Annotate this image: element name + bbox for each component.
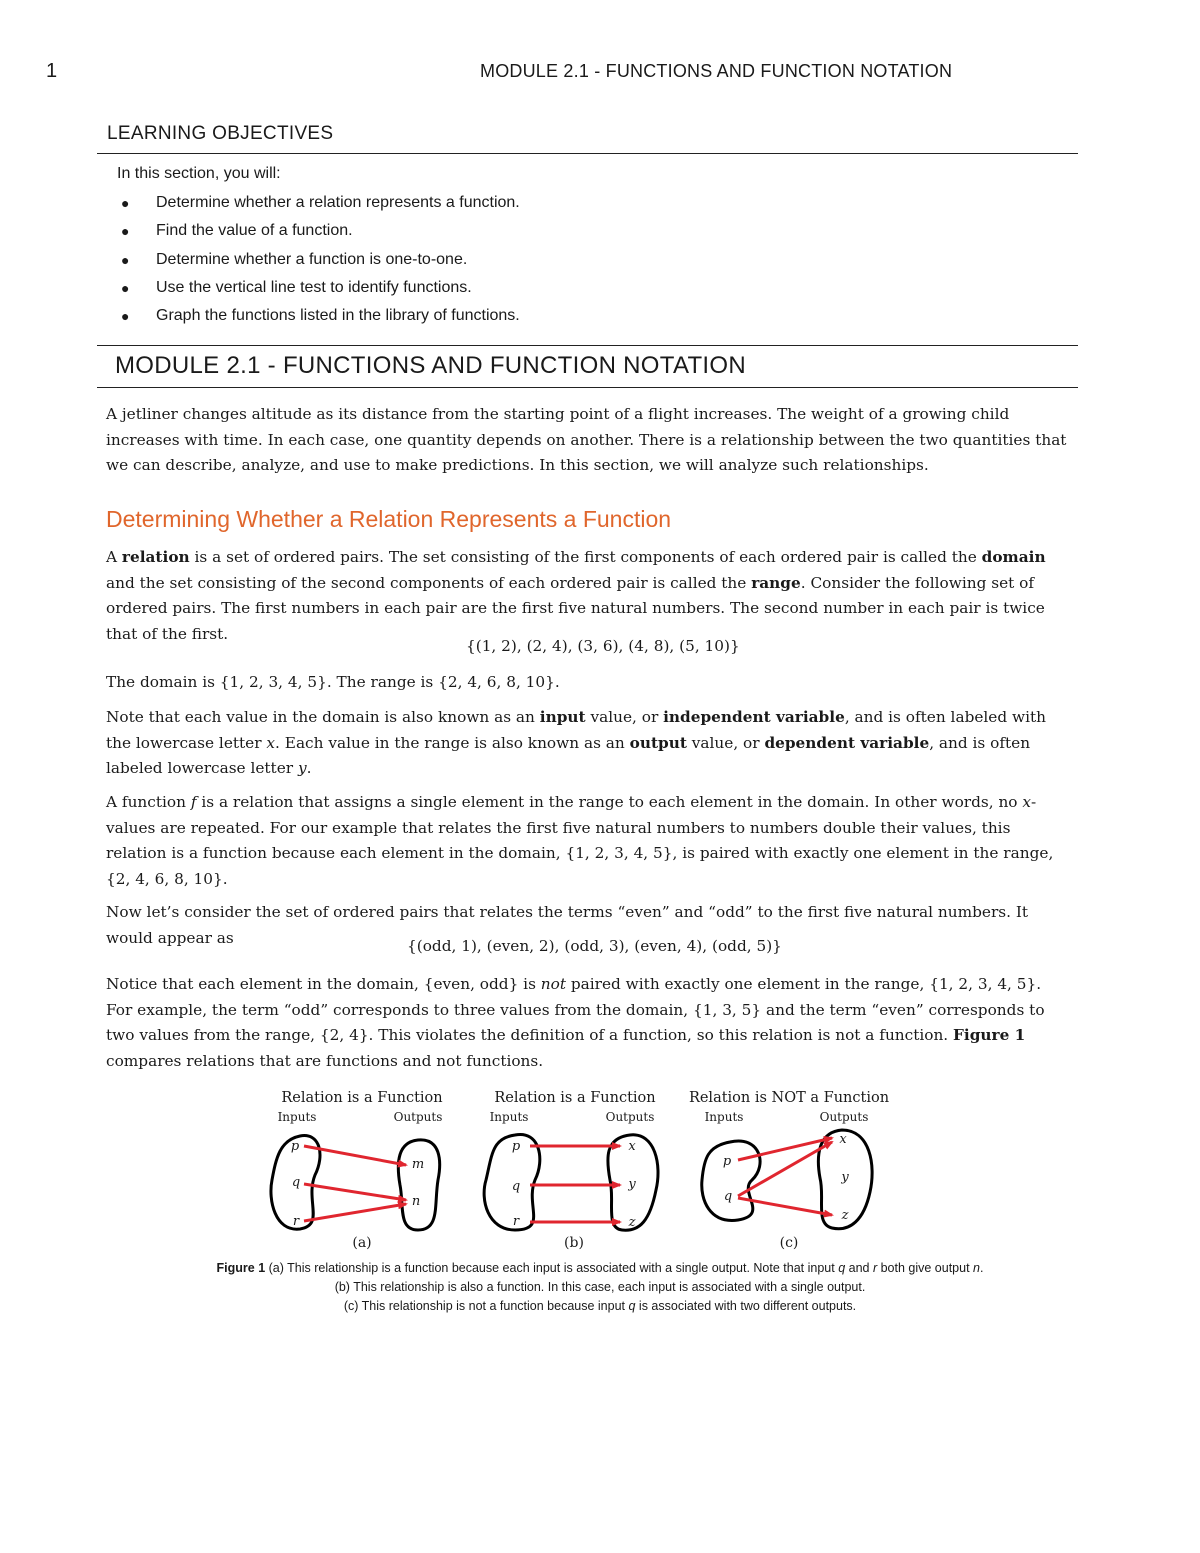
domain-range-line: The domain is {1, 2, 3, 4, 5}. The range is {2, 4, 6, 8, 10}.: [106, 673, 560, 691]
panel-b-sublabel: (b): [564, 1235, 584, 1251]
objectives-list: [117, 193, 520, 334]
figure-caption-line-1: Figure 1 (a) This relationship is a function because each input is associated with a single output. Note that input q and r both give output n.: [216, 1261, 984, 1275]
panel-a-input-r: r: [292, 1214, 300, 1229]
bullet-icon: ●: [121, 251, 130, 268]
bullet-icon: ●: [121, 308, 130, 325]
function-paragraph: A function f is a relation that assigns a single element in the range to each element in the domain. In other words, no x-values are repeated. For our example that relates the first five natural numbers to numbers double their values, this relation is a function because each element in the domain, {1, 2, 3, 4, 5}, is paired with exactly one element in the range, {2, 4, 6, 8, 10}.: [106, 793, 1054, 888]
panel-c-input-p: p: [722, 1154, 732, 1169]
objectives-intro: In this section, you will:: [117, 165, 281, 182]
panel-c-input-q: q: [723, 1189, 733, 1204]
objective-item: ● Determine whether a relation represents a function.: [117, 193, 520, 221]
panel-a-inputs-label: Inputs: [277, 1110, 317, 1124]
panel-b-output-x: x: [628, 1139, 636, 1154]
objective-item: ● Determine whether a function is one-to-one.: [117, 250, 520, 278]
objective-item: ● Graph the functions listed in the library of functions.: [117, 306, 520, 334]
divider: [97, 345, 1078, 346]
figure-caption-line-3: (c) This relationship is not a function because input q is associated with two different outputs.: [343, 1299, 857, 1313]
panel-c-sublabel: (c): [779, 1235, 799, 1251]
panel-a-outputs-label: Outputs: [393, 1110, 443, 1124]
panel-b-output-y: y: [628, 1177, 636, 1192]
bullet-icon: ●: [121, 223, 130, 240]
module-title: MODULE 2.1 - FUNCTIONS AND FUNCTION NOTATION: [115, 352, 747, 379]
note-paragraph: Note that each value in the domain is also known as an input value, or independent variable, and is often labeled with the lowercase letter x. Each value in the range is also known as an output value, or dependent variable, and is often labeled lowercase letter y.: [106, 708, 1046, 778]
panel-a-output-n: n: [411, 1194, 421, 1209]
panel-c-inputs-label: Inputs: [704, 1110, 744, 1124]
panel-a-input-p: p: [290, 1139, 300, 1154]
notice-paragraph: Notice that each element in the domain, {even, odd} is not paired with exactly one element in the range, {1, 2, 3, 4, 5}. For example, the term “odd” corresponds to three values from the domain, {1, 3, 5} and the term “even” corresponds to two values from the range, {2, 4}. This violates the definition of a function, so this relation is not a function. Figure 1 compares relations that are functions and not functions.: [106, 975, 1045, 1070]
bullet-icon: ●: [121, 195, 130, 211]
divider: [97, 153, 1078, 154]
running-head: MODULE 2.1 - FUNCTIONS AND FUNCTION NOTATION: [480, 61, 953, 81]
now-paragraph: Now let’s consider the set of ordered pairs that relates the terms “even” and “odd” to the first five natural numbers. It would appear as: [106, 903, 1029, 947]
panel-b-input-r: r: [512, 1214, 520, 1229]
section-heading: Determining Whether a Relation Represents a Function: [106, 506, 672, 532]
page-number: 1: [46, 60, 58, 82]
panel-a: [271, 1090, 443, 1251]
learning-objectives-heading: LEARNING OBJECTIVES: [107, 123, 334, 144]
odd-even-set: {(odd, 1), (even, 2), (odd, 3), (even, 4), (odd, 5)}: [407, 937, 782, 955]
panel-c-outputs-label: Outputs: [819, 1110, 869, 1124]
panel-b-input-p: p: [511, 1139, 521, 1154]
panel-c-input-oval: [702, 1141, 760, 1220]
panel-b-output-z: z: [628, 1215, 636, 1230]
ordered-pairs-set: {(1, 2), (2, 4), (3, 6), (4, 8), (5, 10)}: [466, 637, 740, 655]
panel-a-title: Relation is a Function: [281, 1090, 443, 1106]
figure-1-mapping-diagrams: [0, 1080, 1200, 1260]
panel-b: [484, 1090, 658, 1251]
figure-caption-line-2: (b) This relationship is also a function. In this case, each input is associated with a single output.: [334, 1280, 866, 1294]
objective-item: ● Use the vertical line test to identify functions.: [117, 278, 520, 306]
panel-c-output-y: y: [841, 1170, 849, 1185]
panel-b-outputs-label: Outputs: [605, 1110, 655, 1124]
intro-paragraph: A jetliner changes altitude as its distance from the starting point of a flight increases. The weight of a growing child increases with time. In each case, one quantity depends on another. There is a relationship between the two quantities that we can describe, analyze, and use to make predictions. In this section, we will analyze such relationships.: [106, 405, 1067, 475]
panel-c-output-z: z: [841, 1208, 849, 1223]
panel-c-title: Relation is NOT a Function: [688, 1090, 890, 1106]
panel-a-sublabel: (a): [352, 1235, 372, 1251]
panel-a-output-oval: [398, 1140, 439, 1230]
objective-item: ● Find the value of a function.: [117, 221, 520, 249]
divider: [97, 387, 1078, 388]
panel-a-input-q: q: [291, 1175, 301, 1190]
arrow-a-q-n: [304, 1184, 406, 1200]
panel-b-title: Relation is a Function: [494, 1090, 656, 1106]
arrow-a-r-n: [304, 1204, 406, 1221]
panel-b-inputs-label: Inputs: [489, 1110, 529, 1124]
panel-a-output-m: m: [411, 1157, 425, 1172]
bullet-icon: ●: [121, 279, 130, 296]
panel-b-input-q: q: [511, 1179, 521, 1194]
panel-c: [689, 1090, 889, 1251]
panel-c-output-x: x: [839, 1132, 847, 1147]
relation-paragraph: A relation is a set of ordered pairs. The set consisting of the first components of each ordered pair is called the domain and the set consisting of the second components of each ordered pair is called the range. Consider the following set of ordered pairs. The first numbers in each pair are the first five natural numbers. The second number in each pair is twice that of the first.: [106, 548, 1046, 643]
